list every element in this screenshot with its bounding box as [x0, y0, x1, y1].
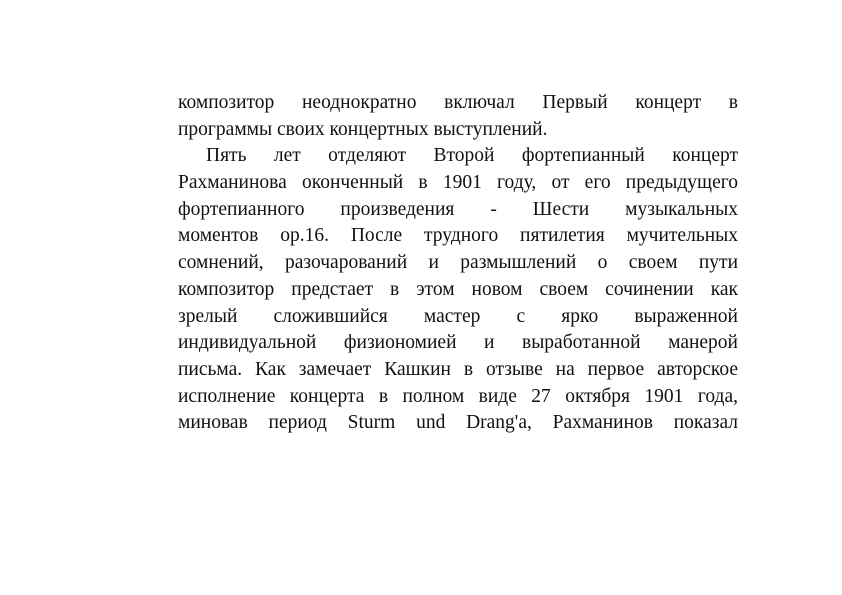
text-line: миновав период Sturm und Drang'a, Рахманинов показал [178, 412, 738, 434]
text-line: фортепианного произведения - Шести музыкальных [178, 198, 738, 220]
text-line: индивидуальной физиономией и выработанной манерой [178, 332, 738, 354]
text-line: композитор предстает в этом новом своем сочинении как [178, 278, 738, 300]
text-line: сомнений, разочарований и размышлений о своем пути [178, 252, 738, 274]
text-line: Пять лет отделяют Второй фортепианный концерт [206, 145, 738, 167]
paragraph-1 [178, 90, 738, 143]
text-line: письма. Как замечает Кашкин в отзыве на первое авторское [178, 358, 738, 380]
body-text [178, 90, 738, 437]
text-line: композитор неоднократно включал Первый концерт в [178, 92, 738, 113]
paragraph-2 [178, 143, 738, 437]
text-line: моментов ор.16. После трудного пятилетия мучительных [178, 225, 738, 247]
text-line: зрелый сложившийся мастер с ярко выраженной [178, 305, 738, 327]
text-line: исполнение концерта в полном виде 27 октября 1901 года, [178, 385, 738, 407]
text-line: программы своих концертных выступлений. [178, 118, 548, 140]
text-line: Рахманинова оконченный в 1901 году, от его предыдущего [178, 172, 738, 194]
